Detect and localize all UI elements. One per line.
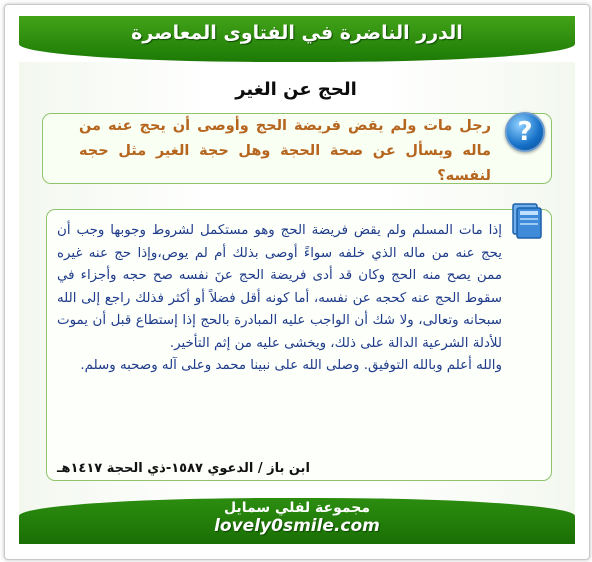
- fatwa-title: الحج عن الغير: [235, 79, 357, 100]
- footer-group-name: مجموعة لفلي سمايل: [223, 500, 371, 516]
- answer-box: [46, 209, 552, 481]
- footer-site-link[interactable]: lovely0smile.com: [214, 516, 380, 536]
- question-text: رجل مات ولم يقض فريضة الحج وأوصى أن يحج عنه من ماله ويسأل عن صحة الحجة وهل حجة الغير مثل حجه لنفسه؟: [79, 118, 491, 184]
- book-icon: [510, 202, 544, 240]
- answer-paragraph-1: إذا مات المسلم ولم يقض فريضة الحج وهو مستكمل لشروط وجوبها وجب أن يحج عنه من ماله الذي خلفه سواءً أوصى بذلك أم لم يوص،وإذا حج عنه غيره ممن يصح منه الحج وكان قد أدى فريضة الحج عنَ نفسه صح حجه وأجزاء في سقوط الحج عنه كحجه عن نفسه، أما كونه أقل فضلاً أو أكثر فذلك راجع إلى الله سبحانه وتعالى، ولا شك أن الواجب عليه المبادرة بالحج إذا إستطاع قبل أن يموت للأدلة الشرعية الدالة على ذلك، ويخشى عليه من إثم التأخير.: [57, 223, 502, 351]
- fatwa-source: ابن باز / الدعوي ١٥٨٧-ذي الحجة ١٤١٧هـ: [57, 461, 310, 476]
- answer-text: [57, 220, 502, 378]
- question-icon: ?: [505, 112, 545, 152]
- header-banner: [19, 16, 575, 62]
- answer-paragraph-2: والله أعلم وبالله التوفيق. وصلى الله على نبينا محمد وعلى آله وصحبه وسلم.: [80, 358, 502, 373]
- question-box: [42, 113, 552, 184]
- footer-banner: [19, 498, 575, 544]
- site-title: الدرر الناضرة في الفتاوى المعاصرة: [131, 22, 463, 44]
